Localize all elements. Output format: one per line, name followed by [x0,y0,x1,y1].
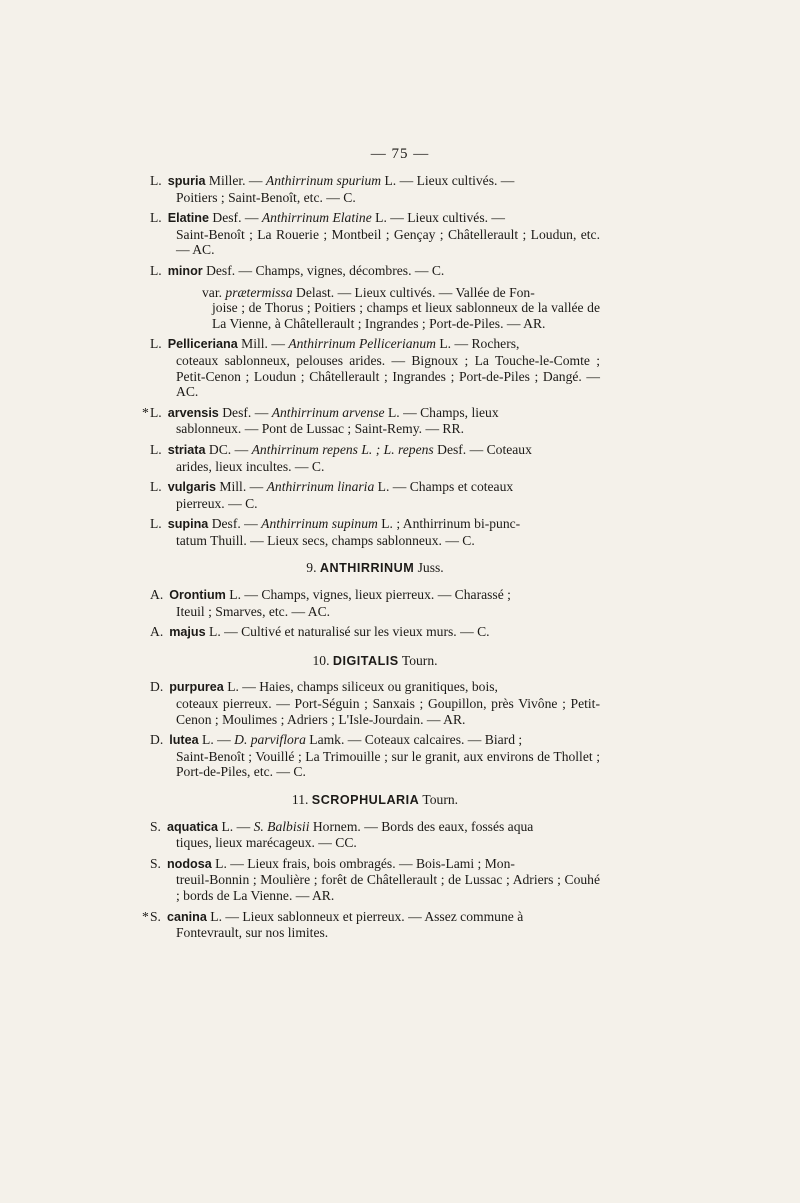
species-name: majus [169,625,206,640]
species-block-anthirrinum [150,587,600,641]
species-text: L. — Rochers, [435,336,520,352]
species-name: minor [167,263,203,278]
species-author: L. — Champs, vignes, lieux pierreux. — Charassé ; [225,587,511,603]
species-author: L. — Cultivé et naturalisé sur les vieux murs. — C. [205,624,490,640]
species-entry [150,624,600,641]
species-entry [150,336,600,399]
species-continuation: tatum Thuill. — Lieux secs, champs sablonneux. — C. [176,532,475,548]
genus-abbrev: L. [150,441,162,457]
species-author: DC. — [205,441,252,457]
species-name: canina [166,909,207,924]
species-name: striata [167,442,206,457]
species-entry [142,404,600,437]
genus-abbrev: A. [150,624,164,640]
species-author: Desf. — Champs, vignes, décombres. — C. [202,262,445,278]
species-continuation: sablonneux. — Pont de Lussac ; Saint-Remy. — RR. [176,421,464,437]
species-block-scrophularia [142,818,600,941]
genus-author: Juss. [414,560,444,576]
species-entry [150,263,600,280]
synonym: D. parviflora [234,732,306,748]
genus-abbrev: D. [150,732,164,748]
synonym: S. Balbisii [253,818,310,834]
species-author: Miller. — [205,173,266,188]
star-marker: * [142,908,149,924]
species-entry [142,908,600,941]
text-body [142,173,600,946]
genus-number: 11. [291,792,312,807]
species-name: purpurea [169,680,224,695]
genus-name: DIGITALIS [332,653,399,668]
genus-number: 10. [312,652,333,668]
species-text: Desf. — Coteaux [433,441,532,457]
species-continuation: coteaux sablonneux, pelouses arides. — Bignoux ; La Touche-le-Comte ; Petit-Cenon ; Loudun ; Châtellerault ; Ingrandes ; Port-de-Piles ; Dangé. — AC. [176,352,600,400]
species-text: L. — Lieux cultivés. — [371,210,506,226]
variety-label: var. [202,284,226,300]
species-name: supina [167,517,209,532]
species-author: L. — Lieux sablonneux et pierreux. — Assez commune à [206,908,524,924]
species-entry [150,516,600,548]
genus-author: Tourn. [398,652,438,668]
species-text: Hornem. — Bords des eaux, fossés aqua [309,818,534,834]
genus-abbrev: A. [150,587,164,603]
genus-abbrev: L. [150,516,162,532]
species-name: lutea [169,733,199,748]
species-name: spuria [167,174,206,188]
species-block-linaria-1 [150,173,600,280]
species-author: L. — Haies, champs siliceux ou granitiques, bois, [223,679,498,695]
species-continuation: treuil-Bonnin ; Moulière ; forêt de Châtellerault ; de Lussac ; Adriers ; Couhé ; bords de La Vienne. — AR. [176,872,600,903]
species-block-linaria-2 [142,336,600,548]
species-continuation: tiques, lieux marécageux. — CC. [176,835,357,851]
species-author: Desf. — [208,516,262,532]
genus-abbrev: S. [150,855,161,871]
variety-entry [150,285,600,332]
species-entry [150,856,600,904]
genus-number: 9. [306,560,320,576]
species-name: Elatine [167,211,209,226]
genus-abbrev: L. [150,173,162,188]
species-name: Pelliceriana [167,337,238,352]
species-name: nodosa [166,856,212,871]
genus-heading-digitalis [150,653,600,670]
genus-abbrev: L. [150,210,162,226]
genus-name: SCROPHULARIA [311,793,420,807]
species-entry [150,732,600,780]
species-author: Mill. — [237,336,289,352]
variety-text: Delast. — Lieux cultivés. — Vallée de Fon- [292,284,535,300]
star-marker: * [142,404,149,420]
synonym: Anthirrinum repens L. ; L. repens [251,441,434,457]
species-text: L. — Champs et coteaux [374,479,514,495]
species-entry [150,442,600,474]
species-continuation: Saint-Benoît ; Vouillé ; La Trimouille ; sur le granit, aux environs de Thollet ; Port-de-Piles, etc. — C. [176,748,600,780]
species-entry [150,679,600,727]
species-text: L. — Champs, lieux [384,404,499,420]
species-author: L. — Lieux frais, bois ombragés. — Bois-Lami ; Mon- [211,855,515,871]
species-name: aquatica [166,819,219,834]
genus-author: Tourn. [419,792,459,807]
genus-abbrev: S. [150,908,161,924]
genus-abbrev: S. [150,818,161,834]
page-number: — 75 — [370,146,430,162]
synonym: Anthirrinum supinum [261,516,378,532]
species-entry [150,587,600,619]
species-author: Desf. — [209,210,262,226]
species-name: Orontium [169,588,226,603]
species-entry [150,479,600,511]
species-continuation: Poitiers ; Saint-Benoît, etc. — C. [176,189,356,205]
species-entry [150,173,600,205]
genus-abbrev: D. [150,679,164,695]
species-continuation: arides, lieux incultes. — C. [176,458,325,474]
species-block-digitalis [150,679,600,780]
variety-name: prætermissa [225,284,293,300]
species-author: L. — [198,732,235,748]
species-author: Desf. — [218,404,272,420]
species-name: vulgaris [167,480,216,495]
synonym: Anthirrinum arvense [271,404,385,420]
species-text: L. — Lieux cultivés. — [381,173,515,188]
species-continuation: Saint-Benoît ; La Rouerie ; Montbeil ; Gençay ; Châtellerault ; Loudun, etc. — AC. [176,226,600,258]
synonym: Anthirrinum Pellicerianum [288,336,436,352]
species-continuation: Iteuil ; Smarves, etc. — AC. [176,603,331,619]
genus-abbrev: L. [150,262,162,278]
species-continuation: Fontevrault, sur nos limites. [176,925,329,941]
synonym: Anthirrinum spurium [265,173,382,188]
synonym: Anthirrinum linaria [266,479,375,495]
species-continuation: coteaux pierreux. — Port-Séguin ; Sanxais ; Goupillon, près Vivône ; Petit-Cenon ; Moulimes ; Adriers ; L'Isle-Jourdain. — AR. [176,696,600,727]
genus-abbrev: L. [150,404,162,420]
species-text: L. ; Anthirrinum bi-punc- [377,516,521,532]
genus-name: ANTHIRRINUM [319,561,415,576]
genus-heading-scrophularia [150,792,600,809]
genus-abbrev: L. [150,336,162,352]
species-author: L. — [218,818,254,834]
species-entry [150,819,600,851]
species-author: Mill. — [216,479,267,495]
species-name: arvensis [167,405,219,420]
variety-continuation: joise ; de Thorus ; Poitiers ; champs et lieux sablonneux de la vallée de La Vienne, à Châtellerault ; Ingrandes ; Port-de-Piles. — AR. [212,300,600,331]
species-continuation: pierreux. — C. [176,495,258,511]
species-entry [150,210,600,258]
synonym: Anthirrinum Elatine [261,210,372,226]
genus-heading-anthirrinum [150,560,600,577]
genus-abbrev: L. [150,479,162,495]
species-text: Lamk. — Coteaux calcaires. — Biard ; [305,732,523,748]
